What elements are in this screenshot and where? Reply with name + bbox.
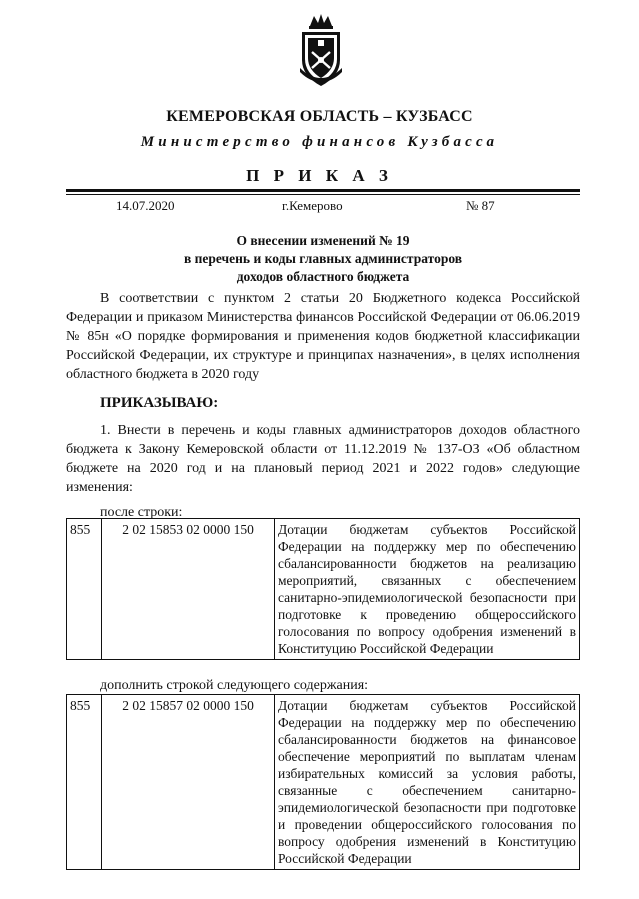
header-rule-thin (66, 194, 580, 195)
preamble-paragraph: В соответствии с пунктом 2 статьи 20 Бюджетного кодекса Российской Федерации и приказом Министерства финансов Российской Федерации от 06.06.2019 № 85н «О порядке формирования и применения кодов бюджетной классификации Российской Федерации, их структуре и принципах назначения», в целях исполнения областного бюджета в 2020 году (66, 291, 580, 382)
add-row-label: дополнить строкой следующего содержания: (100, 678, 369, 693)
new-row-table (66, 694, 580, 870)
region-name: КЕМЕРОВСКАЯ ОБЛАСТЬ – КУЗБАСС (166, 108, 473, 125)
admin-code-cell: 855 (67, 695, 102, 870)
ministry-name: Министерство финансов Кузбасса (140, 134, 499, 150)
after-row-label: после строки: (100, 505, 183, 520)
order-title (66, 232, 580, 286)
order-number: № 87 (466, 198, 495, 213)
table-row (67, 695, 580, 870)
kbk-code-cell: 2 02 15853 02 0000 150 (102, 519, 275, 660)
order-directive: ПРИКАЗЫВАЮ: (100, 395, 219, 411)
header-rule-thick (66, 189, 580, 192)
coat-of-arms-icon (296, 12, 346, 90)
table-row (67, 519, 580, 660)
kbk-code-cell: 2 02 15857 02 0000 150 (102, 695, 275, 870)
title-line-2: в перечень и коды главных администраторов (183, 251, 463, 266)
description-cell: Дотации бюджетам субъектов Российской Федерации на поддержку мер по обеспечению сбалансированности бюджетов на реализацию мероприятий, связанных с обеспечением санитарно-эпидемиологической безопасности при подготовке к проведению общероссийского голосования по вопросу одобрения изменений в Конституцию Российской Федерации (275, 519, 580, 660)
order-date: 14.07.2020 (116, 198, 175, 213)
title-line-1: О внесении изменений № 19 (236, 233, 410, 248)
order-city: г.Кемерово (282, 198, 343, 213)
existing-row-table (66, 518, 580, 660)
description-cell: Дотации бюджетам субъектов Российской Федерации на поддержку мер по обеспечению сбалансированности бюджетов на финансовое обеспечение мероприятий по выплатам членам избирательных комиссий за условия работы, связанные с обеспечением санитарно-эпидемиологической безопасности при подготовке и проведении общероссийского голосования по вопросу одобрения изменений в Конституцию Российской Федерации (275, 695, 580, 870)
document-type: П Р И К А З (246, 166, 393, 185)
item-1-paragraph: 1. Внести в перечень и коды главных администраторов доходов областного бюджета к Закону Кемеровской области от 11.12.2019 № 137-ОЗ «Об областном бюджете на 2020 год и на плановый период 2021 и 2022 годов» следующие изменения: (66, 423, 580, 495)
admin-code-cell: 855 (67, 519, 102, 660)
title-line-3: доходов областного бюджета (236, 269, 410, 284)
